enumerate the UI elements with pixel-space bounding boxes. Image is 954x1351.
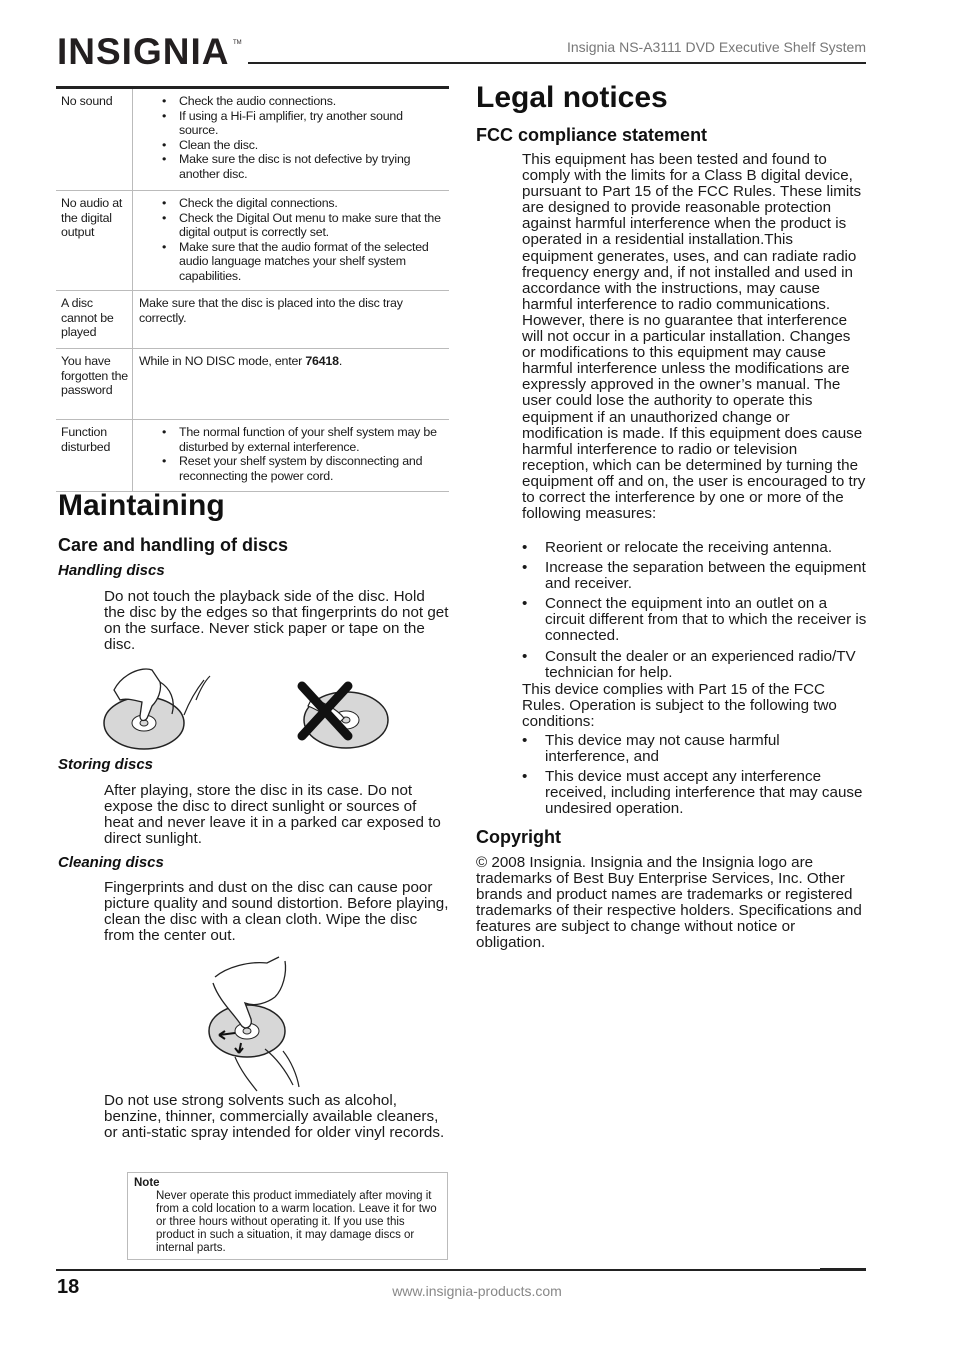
table-row (56, 420, 449, 492)
note-label: Note (134, 1177, 160, 1189)
solution-cell (133, 349, 449, 419)
document-title: Insignia NS-A3111 DVD Executive Shelf System (566, 39, 866, 55)
heading-cleaning-discs: Cleaning discs (58, 854, 164, 871)
section-title-maintaining: Maintaining (58, 489, 225, 522)
list-item: • Consult the dealer or an experienced radio/TV technician for help. (522, 649, 867, 681)
solution-item: • The normal function of your shelf system may be disturbed by external interference. (179, 425, 443, 454)
heading-fcc-compliance: FCC compliance statement (476, 125, 708, 145)
password-code: 76418 (305, 354, 339, 368)
paragraph-part15: This device complies with Part 15 of the FCC Rules. Operation is subject to the following two conditions: (522, 681, 837, 731)
disc-hold-correct-illustration (100, 660, 215, 755)
solution-item: • Make sure that the audio format of the selected audio language matches your shelf system capabilities. (179, 240, 443, 284)
logo-wordmark: INSIGNIA (57, 31, 230, 72)
section-title-legal-notices: Legal notices (476, 81, 668, 114)
table-row (56, 191, 449, 291)
solution-item: • Reset your shelf system by disconnecting and reconnecting the power cord. (179, 454, 443, 483)
solution-cell (133, 420, 449, 491)
list-item: • This device must accept any interference received, including interference that may cause undesired operation. (522, 769, 867, 817)
solution-cell: Make sure that the disc is placed into the disc tray correctly. (139, 296, 403, 325)
paragraph-copyright: © 2008 Insignia. Insignia and the Insignia logo are trademarks of Best Buy Enterprise Services, Inc. Other brands and product names are trademarks or registered trademarks of their respective holders. Specifications and features are subject to change without notice or obligation. (476, 854, 862, 952)
heading-storing-discs: Storing discs (58, 756, 154, 773)
header-divider (248, 62, 866, 64)
paragraph-fcc: This equipment has been tested and found to comply with the limits for a Class B digital device, pursuant to Part 15 of the FCC Rules. These limits are designed to provide reasonable protection against harmful interference when the product is operated in a residential installation.This equipment generates, uses, and can radiate radio frequency energy and, if not installed and used in accordance with the instructions, may cause harmful interference to radio communications. However, there is no guarantee that interference will not occur in a particular installation. Changes or modifications to this equipment may cause harmful interference unless the modifications are expressly approved in the owner’s manual. The user could lose the authority to operate this equipment if an unauthorized change or modification is made. If this equipment does cause harmful interference to radio or television reception, which can be determined by turning the equipment off and on, the user is encouraged to try to correct the interference by one or more of the following measures: (522, 151, 866, 523)
note-box (127, 1172, 448, 1260)
list-item: • Reorient or relocate the receiving antenna. (522, 540, 867, 556)
footer-divider (56, 1269, 866, 1271)
table-row (56, 291, 449, 349)
solution-item: • Clean the disc. (179, 138, 443, 153)
list-item: • This device may not cause harmful interference, and (522, 733, 867, 765)
heading-handling-discs: Handling discs (58, 562, 165, 579)
solution-item: • If using a Hi-Fi amplifier, try another sound source. (179, 109, 443, 138)
problem-cell: Function disturbed (56, 420, 133, 491)
paragraph-storing: After playing, store the disc in its case. Do not expose the disc to direct sunlight or sources of heat and never leave it in a parked car exposed to direct sunlight. (104, 782, 441, 848)
note-text: Never operate this product immediately after moving it from a cold location to a warm location. Leave it for two or three hours without operating it. If you use this product in such a situation, it may damage discs or internal parts. (156, 1190, 437, 1254)
troubleshooting-table (56, 86, 449, 492)
problem-cell: A disc cannot be played (56, 291, 133, 348)
fcc-measures-list (522, 540, 867, 685)
solution-item: • Check the Digital Out menu to make sure that the digital output is correctly set. (179, 211, 443, 240)
solution-item: • Make sure the disc is not defective by trying another disc. (179, 152, 443, 181)
heading-copyright: Copyright (476, 827, 561, 847)
solution-item: • Check the digital connections. (179, 196, 443, 211)
list-item: • Connect the equipment into an outlet on a circuit different from that to which the receiver is connected. (522, 596, 867, 644)
disc-hold-wrong-illustration (292, 678, 392, 758)
heading-care-handling: Care and handling of discs (58, 535, 289, 555)
paragraph-solvents: Do not use strong solvents such as alcohol, benzine, thinner, commercially available cleaners, or anti-static spray intended for older vinyl records. (104, 1092, 445, 1142)
list-item: • Increase the separation between the equipment and receiver. (522, 560, 867, 592)
page-number: 18 (57, 1276, 80, 1298)
table-row (56, 349, 449, 420)
solution-suffix: . (338, 354, 343, 368)
solution-cell (133, 89, 449, 190)
problem-cell: No audio at the digital output (56, 191, 133, 290)
problem-cell: No sound (56, 89, 133, 190)
logo-trademark: TM (233, 40, 242, 46)
insignia-logo (57, 30, 242, 80)
problem-cell: You have forgotten the password (56, 349, 133, 419)
solution-prefix: While in NO DISC mode, enter (139, 354, 306, 368)
table-row (56, 89, 449, 191)
footer-divider-accent (820, 1268, 866, 1271)
paragraph-cleaning: Fingerprints and dust on the disc can cause poor picture quality and sound distortion. Before playing, clean the disc with a clean cloth. Wipe the disc from the center out. (104, 879, 449, 945)
footer-website-link[interactable]: www.insignia-products.com (392, 1283, 562, 1299)
solution-item: • Check the audio connections. (179, 94, 443, 109)
conditions-list (522, 733, 867, 821)
solution-cell (133, 191, 449, 290)
paragraph-handling: Do not touch the playback side of the disc. Hold the disc by the edges so that fingerprints do not get on the surface. Never stick paper or tape on the disc. (104, 588, 449, 654)
disc-cleaning-illustration (205, 953, 300, 1093)
